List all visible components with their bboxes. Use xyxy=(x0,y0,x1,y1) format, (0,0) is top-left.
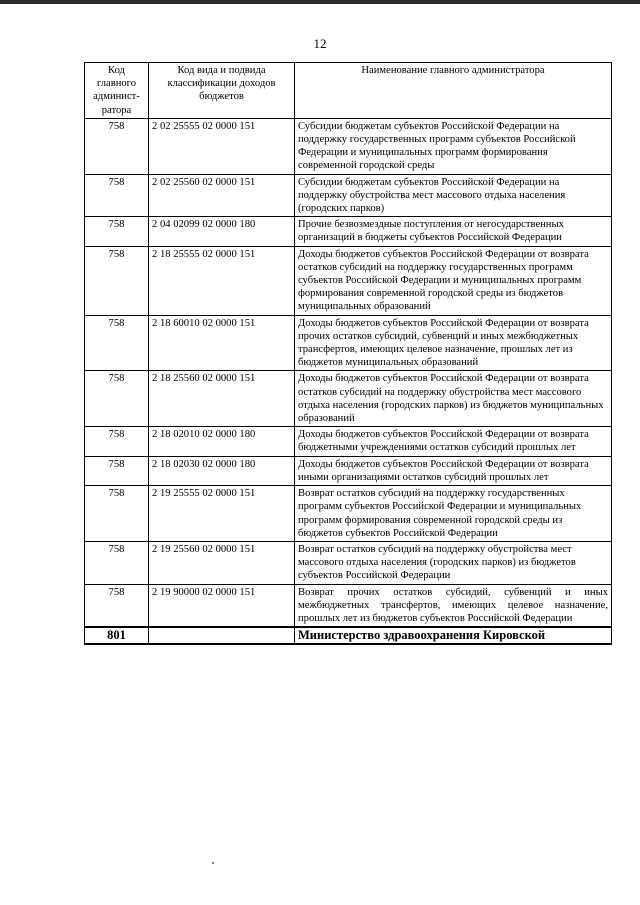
classification-code-cell: 2 02 25555 02 0000 151 xyxy=(149,118,295,174)
table-row xyxy=(85,174,612,217)
classification-code-cell: 2 04 02099 02 0000 180 xyxy=(149,217,295,246)
header-classification-code: Код вида и подвида классификации доходов бюджетов xyxy=(149,63,295,119)
admin-code-cell: 758 xyxy=(85,486,149,542)
table-row xyxy=(85,118,612,174)
table-row xyxy=(85,371,612,427)
admin-name-cell: Возврат прочих остатков субсидий, субвенций и иных межбюджетных трансфертов, имеющих целевое назначение, прошлых лет из бюджетов субъектов Российской Федерации xyxy=(295,584,612,627)
admin-name-cell: Прочие безвозмездные поступления от негосударственных организаций в бюджеты субъектов Российской Федерации xyxy=(295,217,612,246)
table-row xyxy=(85,456,612,485)
admin-name-cell: Доходы бюджетов субъектов Российской Федерации от возврата бюджетными учреждениями остатков субсидий прошлых лет xyxy=(295,427,612,456)
ministry-name-cell: Министерство здравоохранения Кировской xyxy=(295,627,612,644)
admin-code-cell: 758 xyxy=(85,427,149,456)
table-row xyxy=(85,541,612,584)
admin-code-cell: 758 xyxy=(85,315,149,371)
admin-code-cell: 758 xyxy=(85,371,149,427)
admin-code-cell: 758 xyxy=(85,118,149,174)
table-header-row xyxy=(85,63,612,119)
admin-code-cell: 758 xyxy=(85,174,149,217)
revenue-administrators-table xyxy=(84,62,612,645)
admin-code-cell: 758 xyxy=(85,541,149,584)
admin-name-cell: Доходы бюджетов субъектов Российской Федерации от возврата иными организациями остатков субсидий прошлых лет xyxy=(295,456,612,485)
table-row xyxy=(85,246,612,315)
admin-name-cell: Субсидии бюджетам субъектов Российской Федерации на поддержку государственных программ субъектов Российской Федерации и муниципальных программ формирования современной городской среды xyxy=(295,118,612,174)
table-row xyxy=(85,486,612,542)
classification-code-cell: 2 19 25555 02 0000 151 xyxy=(149,486,295,542)
admin-name-cell: Доходы бюджетов субъектов Российской Федерации от возврата остатков субсидий на поддержку государственных программ субъектов Российской Федерации и муниципальных программ формирования современной городской среды из бюджетов муниципальных образований xyxy=(295,246,612,315)
classification-code-cell: 2 18 60010 02 0000 151 xyxy=(149,315,295,371)
classification-code-cell: 2 18 02030 02 0000 180 xyxy=(149,456,295,485)
ministry-classification-code-cell xyxy=(149,627,295,644)
header-admin-name: Наименование главного администратора xyxy=(295,63,612,119)
admin-code-cell: 758 xyxy=(85,246,149,315)
admin-code-cell: 758 xyxy=(85,217,149,246)
classification-code-cell: 2 19 90000 02 0000 151 xyxy=(149,584,295,627)
admin-code-cell: 758 xyxy=(85,584,149,627)
admin-name-cell: Субсидии бюджетам субъектов Российской Федерации на поддержку обустройства мест массового отдыха населения (городских парков) xyxy=(295,174,612,217)
admin-code-cell: 758 xyxy=(85,456,149,485)
page-number: 12 xyxy=(313,36,327,51)
scan-speck xyxy=(212,862,214,864)
classification-code-cell: 2 19 25560 02 0000 151 xyxy=(149,541,295,584)
admin-name-cell: Доходы бюджетов субъектов Российской Федерации от возврата прочих остатков субсидий, субвенций и иных межбюджетных трансфертов, имеющих целевое назначение, прошлых лет из бюджетов муниципальных образований xyxy=(295,315,612,371)
classification-code-cell: 2 18 25555 02 0000 151 xyxy=(149,246,295,315)
ministry-header-row xyxy=(85,627,612,644)
admin-name-cell: Возврат остатков субсидий на поддержку государственных программ субъектов Российской Федерации и муниципальных программ формирования современной городской среды из бюджетов субъектов Российской Федерации xyxy=(295,486,612,542)
table-row xyxy=(85,315,612,371)
admin-name-cell: Возврат остатков субсидий на поддержку обустройства мест массового отдыха населения (городских парков) из бюджетов субъектов Российской Федерации xyxy=(295,541,612,584)
admin-name-cell: Доходы бюджетов субъектов Российской Федерации от возврата остатков субсидий на поддержку обустройства мест массового отдыха населения (городских парков) из бюджетов муниципальных образований xyxy=(295,371,612,427)
header-admin-code: Код главного админист-ратора xyxy=(85,63,149,119)
ministry-admin-code-cell: 801 xyxy=(85,627,149,644)
table-row xyxy=(85,427,612,456)
scan-top-edge xyxy=(0,0,640,4)
classification-code-cell: 2 02 25560 02 0000 151 xyxy=(149,174,295,217)
table-row xyxy=(85,584,612,627)
classification-code-cell: 2 18 25560 02 0000 151 xyxy=(149,371,295,427)
classification-code-cell: 2 18 02010 02 0000 180 xyxy=(149,427,295,456)
table-row xyxy=(85,217,612,246)
